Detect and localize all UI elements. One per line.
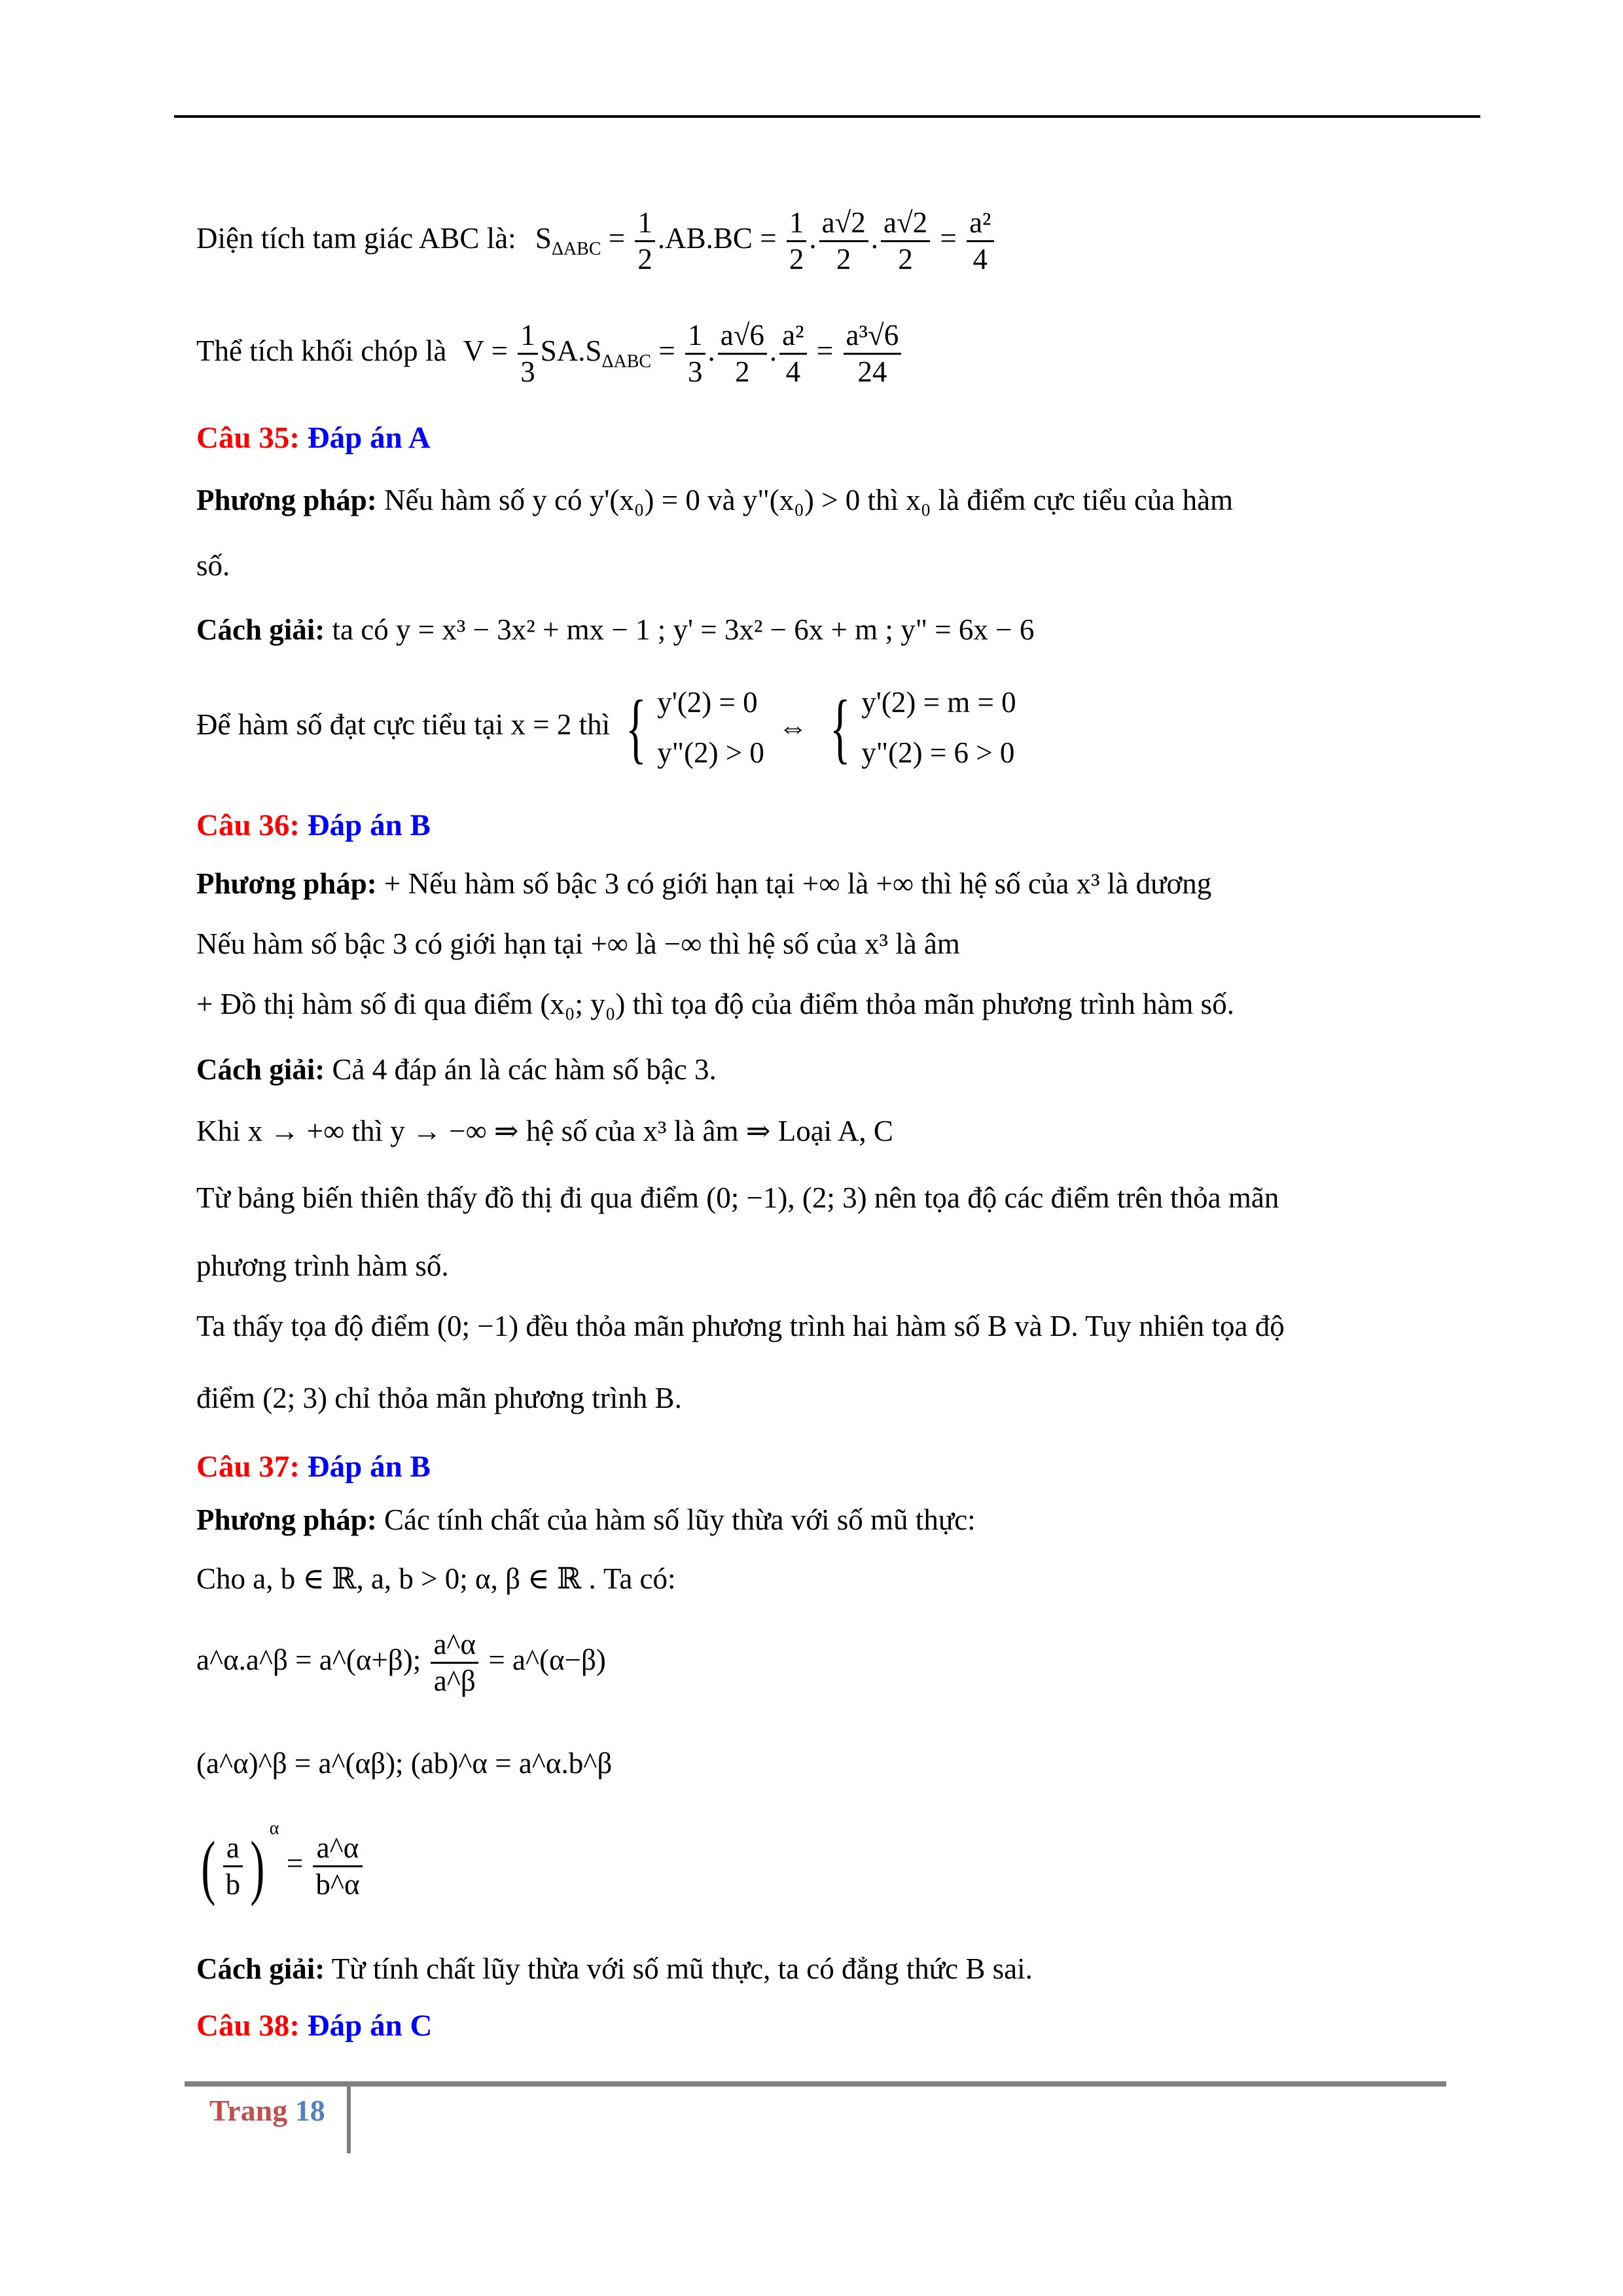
area-frac-4: $\frac{a√2}{2}$: [881, 208, 930, 274]
volume-frac-1: $\frac{1}{3}$: [518, 321, 538, 387]
volume-frac-3: $\frac{a√6}{2}$: [718, 321, 767, 387]
q35-system-2: y'(2) = m = 0 y"(2) = 6 > 0: [861, 686, 1016, 769]
q37-formula3-frac: $\frac{a}{b}$: [223, 1833, 243, 1899]
q37-formula-3: ( $\frac{a}{b}$ ) $^\alpha$ = $\frac{a\^{}\alpha}{b\^{}\alpha}$: [196, 1820, 365, 1903]
q35-heading: Câu 35: Đáp án A: [196, 421, 431, 455]
q36-method-label: Phương pháp:: [196, 867, 377, 900]
area-lhs: $S_{\Delta ABC}$ =: [535, 221, 626, 259]
q37-formula-1: a^α.a^β = a^(α+β); $\frac{a\^{}\alpha}{a\^{}\beta}$ = a^(α−β): [196, 1628, 606, 1697]
q36-method-line3: + Đồ thị hàm số đi qua điểm (x₀; y₀) thì tọa độ của điểm thỏa mãn phương trình hàm số.: [196, 988, 1234, 1020]
q36-line-tu: Từ bảng biến thiên thấy đồ thị đi qua điểm (0; −1), (2; 3) nên tọa độ các điểm trên thỏa mãn: [196, 1181, 1279, 1214]
volume-frac-2: $\frac{1}{3}$: [685, 321, 705, 387]
q36-line-khi: Khi x → +∞ thì y → −∞ ⇒ hệ số của x³ là âm ⇒ Loại A, C: [196, 1115, 893, 1147]
q35-cond-lead: Để hàm số đạt cực tiểu tại x = 2 thì: [196, 708, 611, 741]
area-mid: .AB.BC =: [657, 221, 777, 255]
q37-formula-2: (a^α)^β = a^(αβ); (ab)^α = a^α.b^β: [196, 1747, 613, 1780]
area-lead: Diện tích tam giác ABC là:: [196, 221, 516, 255]
q36-method-text: + Nếu hàm số bậc 3 có giới hạn tại +∞ là +∞ thì hệ số của x³ là dương: [384, 867, 1212, 900]
q35-method-text: Nếu hàm số y có y'(x₀) = 0 và y"(x₀) > 0 thì x₀ là điểm cực tiểu của hàm: [384, 484, 1234, 516]
q37-method-text: Các tính chất của hàm số lũy thừa với số mũ thực:: [384, 1503, 976, 1536]
volume-mid: $SA.S_{\Delta ABC}$: [540, 334, 652, 372]
area-frac-2: $\frac{1}{2}$: [787, 208, 807, 274]
q35-method-cont: số.: [196, 549, 230, 582]
q35-solution-label: Cách giải:: [196, 613, 325, 646]
footer-divider: [347, 2087, 351, 2153]
q37-formula1-frac: $\frac{a\^{}\alpha}{a\^{}\beta}$: [431, 1630, 478, 1696]
q35-equiv: ⇔: [778, 711, 808, 744]
q36-solution: [196, 1055, 717, 1085]
q36-solution-label: Cách giải:: [196, 1053, 325, 1086]
q35-method: [196, 486, 1233, 515]
q37-solution-text: Từ tính chất lũy thừa với số mũ thực, ta có đẳng thức B sai.: [331, 1952, 1033, 1985]
q36-line-ta: Ta thấy tọa độ điểm (0; −1) đều thỏa mãn phương trình hai hàm số B và D. Tuy nhiên tọa độ: [196, 1310, 1285, 1342]
q35-condition: [196, 677, 1016, 778]
q37-solution-label: Cách giải:: [196, 1952, 325, 1985]
q35-solution: [196, 615, 1034, 645]
q36-method: [196, 869, 1211, 899]
q37-solution: [196, 1954, 1033, 1984]
header-rule: [174, 115, 1480, 118]
q37-method: [196, 1505, 976, 1535]
area-frac-5: $\frac{\text{a²}}{4}$: [967, 208, 993, 274]
q36-heading: Câu 36: Đáp án B: [196, 808, 431, 842]
volume-formula-line: Thể tích khối chóp là V = $\frac{1}{3}$ $SA.S_{\Delta ABC}$ = $\frac{1}{3}$ . $\frac{a√6}{2}$ . $\frac{\text{a²}}{4}$ = $\frac{\text{a³√6}}{24}$: [196, 321, 904, 387]
page-number: Trang 18: [209, 2094, 325, 2127]
area-formula-line: Diện tích tam giác ABC là: $S_{\Delta ABC}$ = $\frac{1}{2}$ .AB.BC = $\frac{1}{2}$ . $\frac{a√2}{2}$ . $\frac{a√2}{2}$ = $\frac{\text{a²}}{4}$: [196, 208, 997, 274]
q35-system-1: y'(2) = 0 y"(2) > 0: [657, 686, 764, 769]
q35-method-label: Phương pháp:: [196, 484, 377, 516]
volume-lhs: V =: [463, 334, 508, 367]
system-brace-1: {: [626, 683, 647, 771]
q37-heading: Câu 37: Đáp án B: [196, 1450, 431, 1484]
q37-method-label: Phương pháp:: [196, 1503, 377, 1536]
q38-heading: Câu 38: Đáp án C: [196, 2009, 433, 2043]
q36-line-tu-cont: phương trình hàm số.: [196, 1249, 449, 1282]
area-frac-3: $\frac{a√2}{2}$: [819, 208, 868, 274]
q37-formula3-rhs: $\frac{a\^{}\alpha}{b\^{}\alpha}$: [313, 1833, 362, 1899]
volume-frac-5: $\frac{\text{a³√6}}{24}$: [844, 321, 902, 387]
q36-method-line2: Nếu hàm số bậc 3 có giới hạn tại +∞ là −∞ thì hệ số của x³ là âm: [196, 927, 960, 960]
q35-solution-text: ta có y = x³ − 3x² + mx − 1 ; y' = 3x² − 6x + m ; y" = 6x − 6: [332, 613, 1035, 646]
q36-solution-text: Cả 4 đáp án là các hàm số bậc 3.: [332, 1053, 717, 1086]
q37-cho-line: Cho a, b ∈ ℝ, a, b > 0; α, β ∈ ℝ . Ta có:: [196, 1562, 676, 1595]
footer-rule: [185, 2081, 1446, 2087]
area-frac-1: $\frac{1}{2}$: [635, 208, 655, 274]
system-brace-2: {: [830, 683, 851, 771]
q36-line-ta-cont: điểm (2; 3) chỉ thỏa mãn phương trình B.: [196, 1382, 682, 1414]
volume-lead: Thể tích khối chóp là: [196, 334, 447, 367]
volume-frac-4: $\frac{\text{a²}}{4}$: [779, 321, 806, 387]
